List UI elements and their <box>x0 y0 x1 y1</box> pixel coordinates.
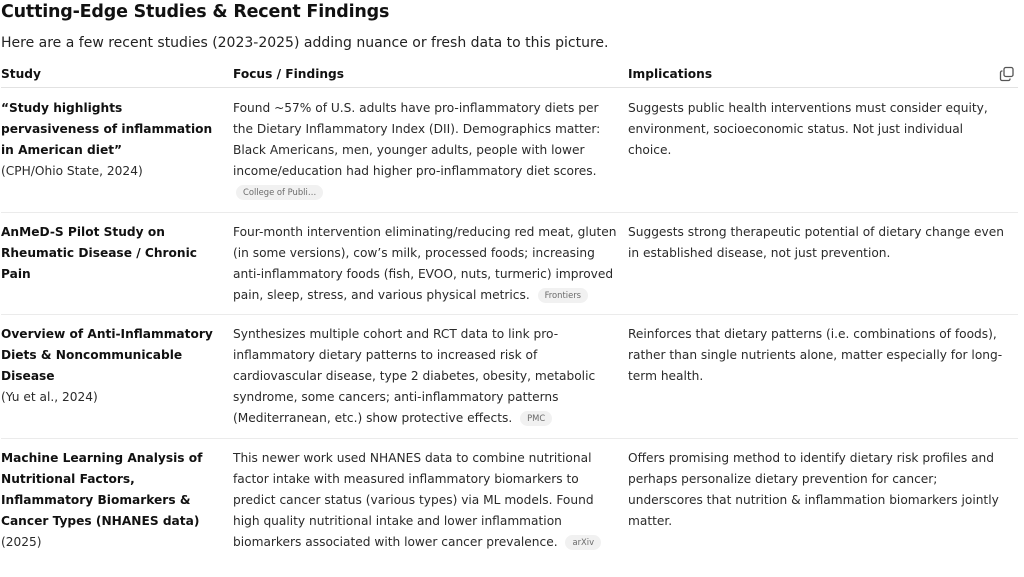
source-chip[interactable]: College of Publi… <box>236 185 323 200</box>
study-cell <box>1 213 233 315</box>
study-title: AnMeD-S Pilot Study on Rheumatic Disease / Chronic Pain <box>1 225 197 281</box>
source-chip[interactable]: arXiv <box>565 535 601 550</box>
intro-text: Here are a few recent studies (2023-2025) adding nuance or fresh data to this picture. <box>1 35 609 51</box>
implications-cell: Offers promising method to identify dietary risk profiles and perhaps personalize dietary prevention for cancer; underscores that nutrition & inflammation biomarkers jointly matter. <box>628 451 999 528</box>
study-source: (CPH/Ohio State, 2024) <box>1 164 143 178</box>
study-cell <box>1 439 233 561</box>
table-row <box>1 213 1018 315</box>
focus-cell <box>233 88 628 213</box>
study-title: “Study highlights pervasiveness of inflammation in American diet” <box>1 101 213 157</box>
study-cell <box>1 88 233 213</box>
copy-table-button[interactable] <box>996 63 1018 85</box>
implications-cell: Reinforces that dietary patterns (i.e. combinations of foods), rather than single nutrients alone, matter especially for long-term health. <box>628 315 1018 439</box>
focus-cell <box>233 315 628 439</box>
focus-cell <box>233 213 628 315</box>
source-chip[interactable]: PMC <box>520 411 552 426</box>
studies-table-wrapper <box>1 61 1018 560</box>
section-title: Cutting-Edge Studies & Recent Findings <box>1 2 390 22</box>
focus-text: Four-month intervention eliminating/reducing red meat, gluten (in some versions), cow’s milk, processed foods; increasing anti-inflammatory foods (fish, EVOO, nuts, turmeric) improved pain, sleep, stress, and various physical metrics. <box>233 225 617 302</box>
implications-cell: Suggests public health interventions must consider equity, environment, socioeconomic status. Not just individual choice. <box>628 88 1018 213</box>
study-title: Overview of Anti-Inflammatory Diets & Noncommunicable Disease <box>1 327 213 383</box>
table-row <box>1 439 1018 561</box>
study-source: (2025) <box>1 535 42 549</box>
focus-text: Found ~57% of U.S. adults have pro-inflammatory diets per the Dietary Inflammatory Index (DII). Demographics matter: Black Americans, men, younger adults, people with lower income/education had higher pro-inflammatory diet scores. <box>233 101 601 178</box>
source-chip[interactable]: Frontiers <box>538 288 588 303</box>
table-header-row <box>1 61 1018 88</box>
study-source: (Yu et al., 2024) <box>1 390 98 404</box>
focus-text: This newer work used NHANES data to combine nutritional factor intake with measured inflammatory biomarkers to predict cancer status (various types) via ML models. Found high quality nutritional intake and lower inflammation biomarkers associated with lower cancer prevalence. <box>233 451 594 549</box>
focus-cell <box>233 439 628 561</box>
header-study: Study <box>1 61 233 88</box>
focus-text: Synthesizes multiple cohort and RCT data to link pro-inflammatory dietary patterns to increased risk of cardiovascular disease, type 2 diabetes, obesity, metabolic syndrome, some cancers; anti-inflammatory patterns (Mediterranean, etc.) show protective effects. <box>233 327 596 425</box>
study-title: Machine Learning Analysis of Nutritional Factors, Inflammatory Biomarkers & Cancer Types (NHANES data) <box>1 451 203 528</box>
copy-icon <box>999 66 1015 82</box>
header-focus: Focus / Findings <box>233 61 628 88</box>
study-cell <box>1 315 233 439</box>
implications-cell: Suggests strong therapeutic potential of dietary change even in established disease, not just prevention. <box>628 213 1018 315</box>
studies-table <box>1 61 1018 560</box>
table-row <box>1 88 1018 213</box>
table-row <box>1 315 1018 439</box>
header-implications: Implications <box>628 61 1018 88</box>
